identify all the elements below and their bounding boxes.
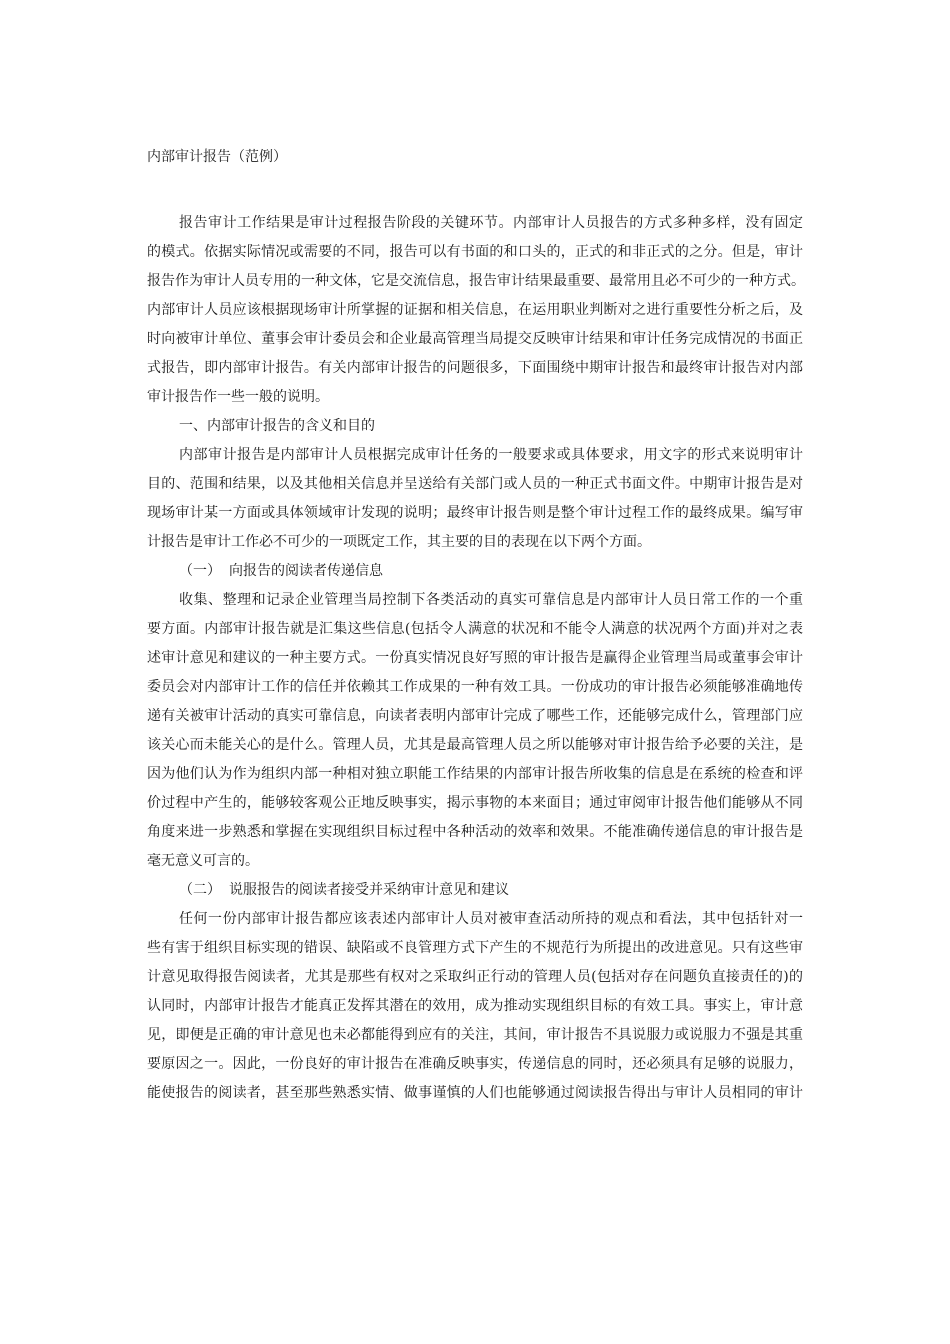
paragraph-1-line-2: 的模式。依据实际情况或需要的不同，报告可以有书面的和口头的，正式的和非正式的之分。但是，审计 bbox=[147, 244, 803, 260]
subsection-title: 向报告的阅读者传递信息 bbox=[229, 563, 383, 579]
paragraph-4-line-3: 计意见取得报告阅读者，尤其是那些有权对之采取纠正行动的管理人员(包括对存在问题负直接责任的)的 bbox=[147, 969, 803, 985]
subsection-heading-2 bbox=[179, 879, 509, 901]
paragraph-2-line-3: 现场审计某一方面或具体领域审计发现的说明；最终审计报告则是整个审计过程工作的最终成果。编写审 bbox=[147, 505, 803, 521]
paragraph-3-line-1: 收集、整理和记录企业管理当局控制下各类活动的真实可靠信息是内部审计人员日常工作的一个重 bbox=[179, 592, 803, 608]
paragraph-1-line-1: 报告审计工作结果是审计过程报告阶段的关键环节。内部审计人员报告的方式多种多样，没有固定 bbox=[179, 215, 803, 231]
paragraph-3-line-3: 述审计意见和建议的一种主要方式。一份真实情况良好写照的审计报告是赢得企业管理当局或董事会审计 bbox=[147, 650, 803, 666]
paragraph-1-line-4: 内部审计人员应该根据现场审计所掌握的证据和相关信息，在运用职业判断对之进行重要性分析之后，及 bbox=[147, 302, 803, 318]
paragraph-4-line-2: 些有害于组织目标实现的错误、缺陷或不良管理方式下产生的不规范行为所提出的改进意见。只有这些审 bbox=[147, 940, 803, 956]
paragraph-3-line-9: 角度来进一步熟悉和掌握在实现组织目标过程中各种活动的效率和效果。不能准确传递信息的审计报告是 bbox=[147, 824, 803, 840]
paragraph-1-line-6: 式报告，即内部审计报告。有关内部审计报告的问题很多，下面围绕中期审计报告和最终审计报告对内部 bbox=[147, 360, 803, 376]
paragraph-3-line-10: 毫无意义可言的。 bbox=[147, 853, 259, 869]
subsection-title: 说服报告的阅读者接受并采纳审计意见和建议 bbox=[229, 882, 509, 898]
paragraph-4-line-1: 任何一份内部审计报告都应该表述内部审计人员对被审查活动所持的观点和看法，其中包括针对一 bbox=[179, 911, 803, 927]
paragraph-2-line-1: 内部审计报告是内部审计人员根据完成审计任务的一般要求或具体要求，用文字的形式来说明审计 bbox=[179, 447, 803, 463]
paragraph-4-line-4: 认同时，内部审计报告才能真正发挥其潜在的效用，成为推动实现组织目标的有效工具。事实上，审计意 bbox=[147, 998, 803, 1014]
paragraph-2-line-2: 目的、范围和结果，以及其他相关信息并呈送给有关部门或人员的一种正式书面文件。中期审计报告是对 bbox=[147, 476, 803, 492]
subsection-heading-1 bbox=[179, 560, 383, 582]
paragraph-3-line-2: 要方面。内部审计报告就是汇集这些信息(包括令人满意的状况和不能令人满意的状况两个方面)并对之表 bbox=[147, 621, 803, 637]
subsection-number: （一） bbox=[179, 563, 221, 579]
section-heading-1: 一、内部审计报告的含义和目的 bbox=[179, 418, 375, 434]
paragraph-4-line-6: 要原因之一。因此，一份良好的审计报告在准确反映事实，传递信息的同时，还必须具有足够的说服力， bbox=[147, 1056, 803, 1072]
paragraph-2-line-4: 计报告是审计工作必不可少的一项既定工作，其主要的目的表现在以下两个方面。 bbox=[147, 534, 651, 550]
paragraph-1-line-5: 时向被审计单位、董事会审计委员会和企业最高管理当局提交反映审计结果和审计任务完成情况的书面正 bbox=[147, 331, 803, 347]
paragraph-1-line-3: 报告作为审计人员专用的一种文体，它是交流信息，报告审计结果最重要、最常用且必不可少的一种方式。 bbox=[147, 273, 805, 289]
paragraph-3-line-5: 递有关被审计活动的真实可靠信息，向读者表明内部审计完成了哪些工作，还能够完成什么，管理部门应 bbox=[147, 708, 803, 724]
paragraph-3-line-7: 因为他们认为作为组织内部一种相对独立职能工作结果的内部审计报告所收集的信息是在系统的检查和评 bbox=[147, 766, 803, 782]
paragraph-4-line-5: 见，即便是正确的审计意见也未必都能得到应有的关注，其间，审计报告不具说服力或说服力不强是其重 bbox=[147, 1027, 803, 1043]
paragraph-3-line-4: 委员会对内部审计工作的信任并依赖其工作成果的一种有效工具。一份成功的审计报告必须能够准确地传 bbox=[147, 679, 803, 695]
paragraph-3-line-8: 价过程中产生的，能够较客观公正地反映事实，揭示事物的本来面目；通过审阅审计报告他们能够从不同 bbox=[147, 795, 803, 811]
paragraph-3-line-6: 该关心而未能关心的是什么。管理人员，尤其是最高管理人员之所以能够对审计报告给予必要的关注，是 bbox=[147, 737, 803, 753]
document-title: 内部审计报告（范例） bbox=[147, 149, 287, 165]
paragraph-4-line-7: 能使报告的阅读者，甚至那些熟悉实情、做事谨慎的人们也能够通过阅读报告得出与审计人员相同的审计 bbox=[147, 1085, 803, 1101]
paragraph-1-line-7: 审计报告作一些一般的说明。 bbox=[147, 389, 329, 405]
subsection-number: （二） bbox=[179, 882, 221, 898]
